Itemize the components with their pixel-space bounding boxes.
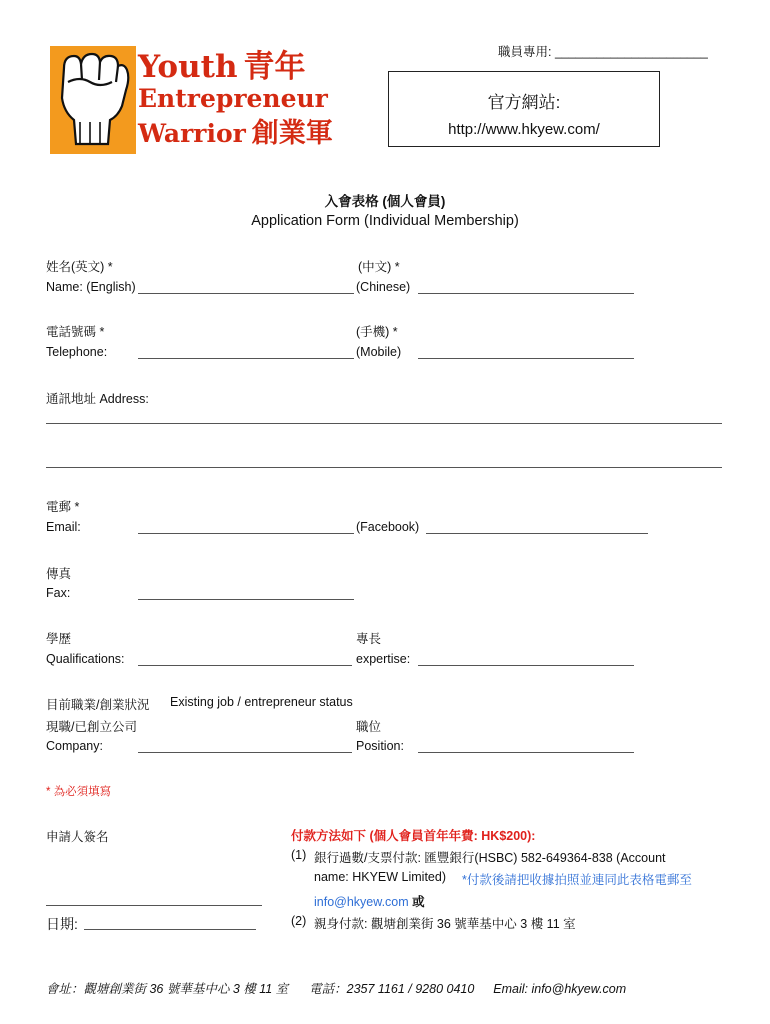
telephone-field[interactable] bbox=[138, 358, 354, 359]
address-line-1[interactable] bbox=[46, 423, 722, 424]
payment-item2-num: (2) bbox=[291, 914, 307, 928]
website-box bbox=[388, 71, 660, 147]
email-en-label: Email: bbox=[46, 520, 81, 534]
footer-email: Email: info@hkyew.com bbox=[493, 982, 627, 996]
logo-wordmark: Youth 青年 Entrepreneur Warrior 創業軍 bbox=[138, 49, 333, 149]
status-en-label: Existing job / entrepreneur status bbox=[170, 695, 353, 709]
required-note: * 為必須填寫 bbox=[46, 786, 112, 798]
company-zh-label: 現職/已創立公司 bbox=[46, 720, 137, 734]
website-label: 官方網站: bbox=[487, 93, 561, 112]
name-chinese-field[interactable] bbox=[418, 293, 634, 294]
name-en-label: Name: (English) bbox=[46, 280, 136, 294]
address-label: 通訊地址 Address: bbox=[46, 392, 149, 406]
position-zh-label: 職位 bbox=[356, 720, 382, 734]
fax-en-label: Fax: bbox=[46, 586, 71, 600]
company-en-label: Company: bbox=[46, 739, 103, 753]
chinese-zh-label: (中文) * bbox=[358, 260, 400, 274]
facebook-label: (Facebook) bbox=[356, 520, 420, 534]
footer-phone: 電話：2357 1161 / 9280 0410 bbox=[309, 982, 475, 996]
expertise-en-label: expertise: bbox=[356, 652, 411, 666]
payment-item1-num: (1) bbox=[291, 848, 307, 862]
title-zh: 入會表格 (個人會員) bbox=[324, 194, 446, 209]
address-line-2[interactable] bbox=[46, 467, 722, 468]
facebook-field[interactable] bbox=[426, 533, 648, 534]
position-en-label: Position: bbox=[356, 739, 404, 753]
payment-email-link[interactable]: info@hkyew.com bbox=[314, 895, 409, 909]
payment-item1-note: *付款後請把收據拍照並連同此表格電郵至 bbox=[462, 873, 692, 887]
expertise-zh-label: 專長 bbox=[356, 632, 382, 646]
staff-use-label: 職員專用: ______________________ bbox=[498, 45, 708, 59]
status-zh-label: 目前職業/創業狀況 bbox=[46, 698, 150, 712]
signature-field[interactable] bbox=[46, 905, 262, 906]
mobile-zh-label: (手機) * bbox=[356, 325, 398, 339]
position-field[interactable] bbox=[418, 752, 634, 753]
qual-en-label: Qualifications: bbox=[46, 652, 125, 666]
signature-label: 申請人簽名 bbox=[46, 830, 109, 844]
name-zh-label: 姓名(英文) * bbox=[46, 260, 113, 274]
date-label: 日期: bbox=[46, 916, 78, 932]
footer bbox=[46, 979, 626, 997]
name-english-field[interactable] bbox=[138, 293, 354, 294]
email-zh-label: 電郵 * bbox=[46, 500, 80, 514]
mobile-field[interactable] bbox=[418, 358, 634, 359]
mobile-en-label: (Mobile) bbox=[356, 345, 402, 359]
footer-address: 會址：觀塘創業街 36 號華基中心 3 樓 11 室 bbox=[46, 982, 289, 996]
payment-item2-text: 親身付款: 觀塘創業街 36 號華基中心 3 樓 11 室 bbox=[314, 917, 576, 931]
expertise-field[interactable] bbox=[418, 665, 634, 666]
title-en: Application Form (Individual Membership) bbox=[251, 213, 519, 229]
website-url[interactable]: http://www.hkyew.com/ bbox=[448, 121, 600, 138]
date-field[interactable] bbox=[84, 929, 256, 930]
fax-zh-label: 傳真 bbox=[46, 567, 72, 581]
logo-fist-icon bbox=[50, 46, 136, 154]
company-field[interactable] bbox=[138, 752, 352, 753]
chinese-en-label: (Chinese) bbox=[356, 280, 411, 294]
fax-field[interactable] bbox=[138, 599, 354, 600]
payment-title: 付款方法如下 (個人會員首年年費: HK$200): bbox=[291, 829, 536, 843]
payment-item1-text2: name: HKYEW Limited) bbox=[314, 870, 446, 884]
qual-zh-label: 學歷 bbox=[46, 632, 72, 646]
payment-or: 或 bbox=[408, 895, 425, 909]
tel-zh-label: 電話號碼 * bbox=[46, 325, 105, 339]
email-field[interactable] bbox=[138, 533, 354, 534]
tel-en-label: Telephone: bbox=[46, 345, 108, 359]
payment-item1-text: 銀行過數/支票付款: 匯豐銀行(HSBC) 582-649364-838 (Account bbox=[314, 851, 666, 865]
qualifications-field[interactable] bbox=[138, 665, 352, 666]
